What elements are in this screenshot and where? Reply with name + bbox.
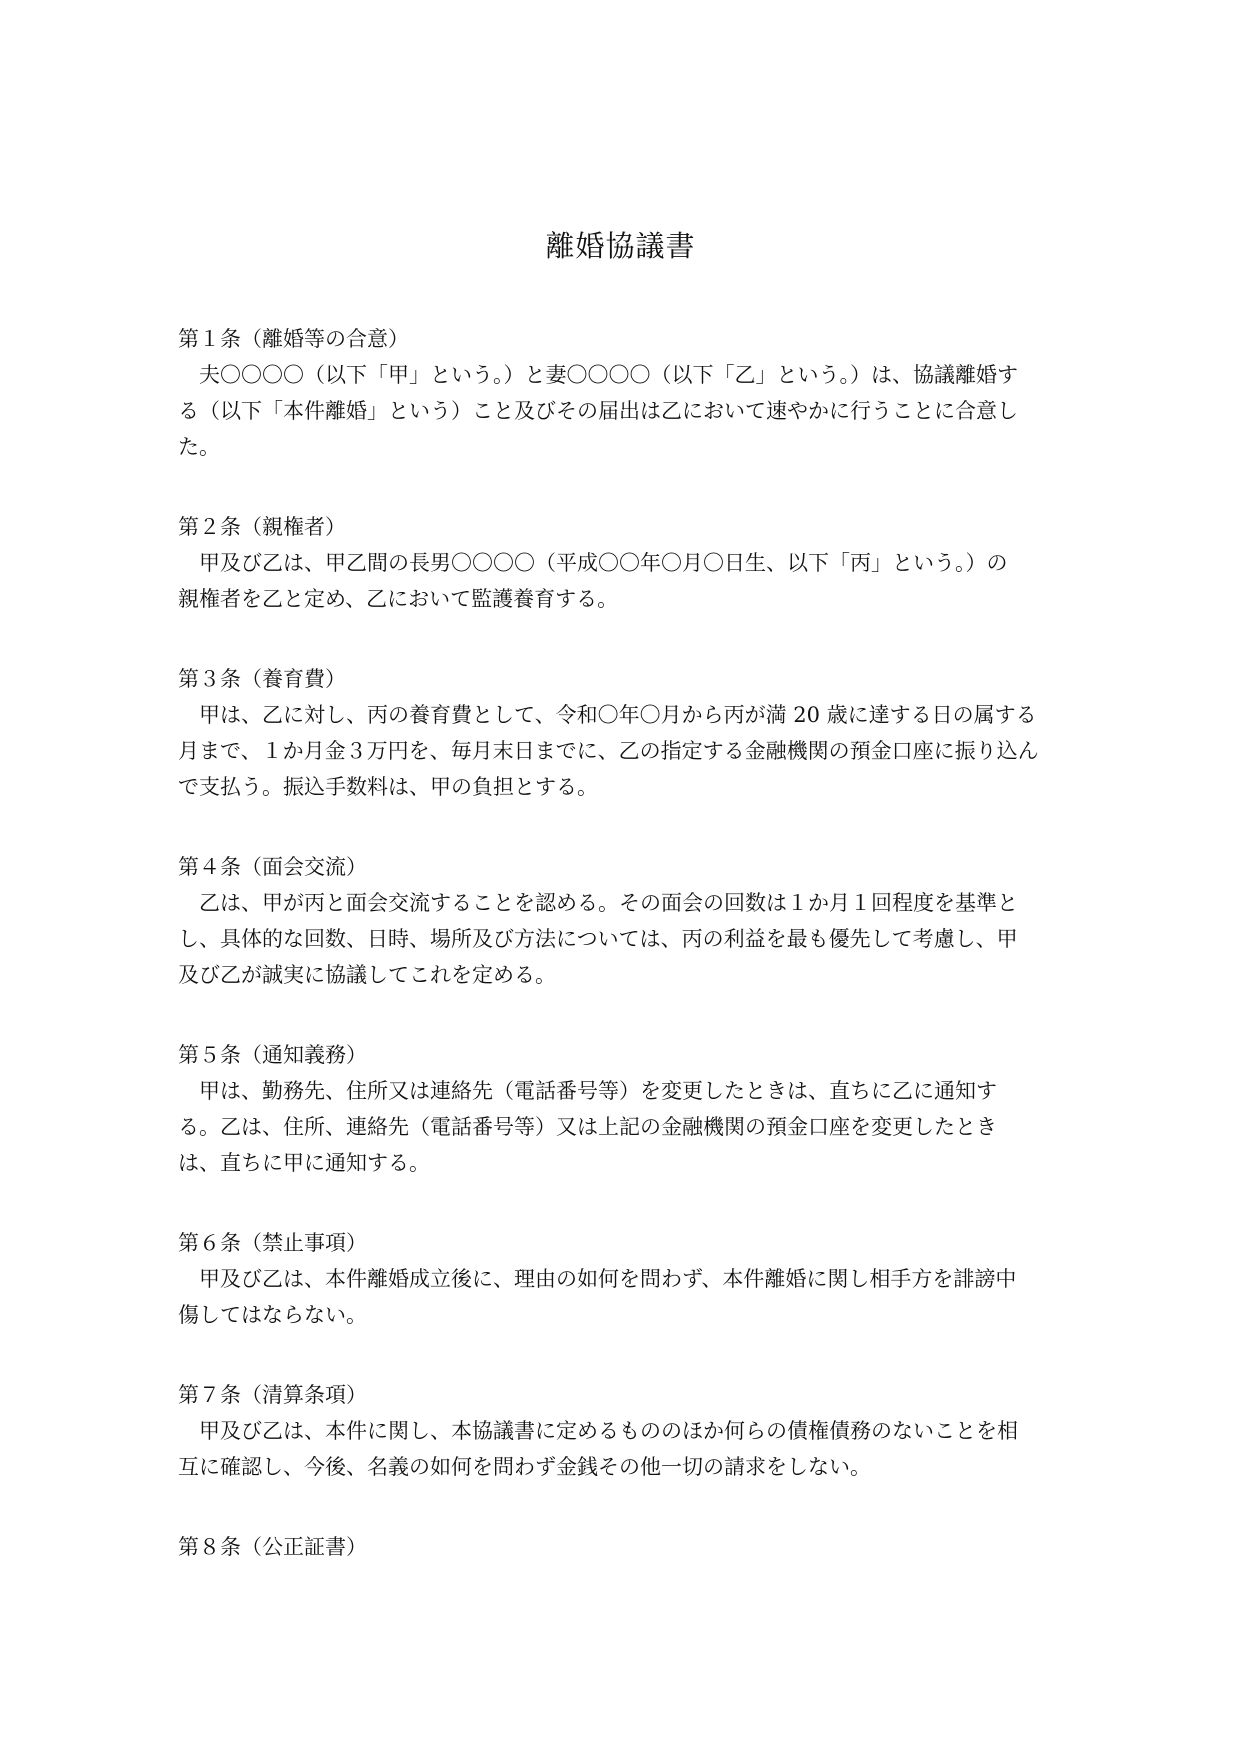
article-1-text-line: る（以下「本件離婚」という）こと及びその届出は乙において速やかに行うことに合意し	[178, 399, 1018, 423]
article-2-heading: 第２条（親権者）	[178, 515, 346, 539]
article-2-text-line: 親権者を乙と定め、乙において監護養育する。	[178, 587, 619, 611]
article-8-heading: 第８条（公正証書）	[178, 1535, 367, 1559]
article-2-text-line: 甲及び乙は、甲乙間の長男〇〇〇〇（平成〇〇年〇月〇日生、以下「丙」という。）の	[199, 551, 1008, 575]
article-1-text-line: た。	[178, 435, 220, 459]
article-4-heading: 第４条（面会交流）	[178, 855, 367, 879]
article-6-text-line: 甲及び乙は、本件離婚成立後に、理由の如何を問わず、本件離婚に関し相手方を誹謗中	[199, 1267, 1017, 1291]
article-5-text-line: る。乙は、住所、連絡先（電話番号等）又は上記の金融機関の預金口座を変更したとき	[178, 1115, 997, 1139]
article-1-heading: 第１条（離婚等の合意）	[178, 327, 409, 351]
article-6-text-line: 傷してはならない。	[178, 1303, 367, 1327]
article-7-text-line: 甲及び乙は、本件に関し、本協議書に定めるもののほか何らの債権債務のないことを相	[199, 1419, 1018, 1443]
article-4-text-line: 乙は、甲が丙と面会交流することを認める。その面会の回数は１か月１回程度を基準と	[199, 891, 1018, 915]
article-3-text-line: 甲は、乙に対し、丙の養育費として、令和〇年〇月から丙が満 20 歳に達する日の属する	[199, 703, 1037, 727]
article-4-text-line: 及び乙が誠実に協議してこれを定める。	[178, 963, 556, 987]
article-3-text-line: で支払う。振込手数料は、甲の負担とする。	[178, 775, 598, 799]
article-3-text-line: 月まで、１か月金３万円を、毎月末日までに、乙の指定する金融機関の預金口座に振り込ん	[178, 739, 1039, 763]
article-7-heading: 第７条（清算条項）	[178, 1383, 367, 1407]
article-6-heading: 第６条（禁止事項）	[178, 1231, 367, 1255]
article-5-heading: 第５条（通知義務）	[178, 1043, 367, 1067]
article-3-heading: 第３条（養育費）	[178, 667, 346, 691]
article-5-text-line: は、直ちに甲に通知する。	[178, 1151, 430, 1175]
article-7-text-line: 互に確認し、今後、名義の如何を問わず金銭その他一切の請求をしない。	[178, 1455, 871, 1479]
article-1-text-line: 夫〇〇〇〇（以下「甲」という。）と妻〇〇〇〇（以下「乙」という。）は、協議離婚す	[199, 363, 1018, 387]
document-title: 離婚協議書	[545, 229, 696, 263]
article-5-text-line: 甲は、勤務先、住所又は連絡先（電話番号等）を変更したときは、直ちに乙に通知す	[199, 1079, 997, 1103]
article-4-text-line: し、具体的な回数、日時、場所及び方法については、丙の利益を最も優先して考慮し、甲	[178, 927, 1018, 951]
